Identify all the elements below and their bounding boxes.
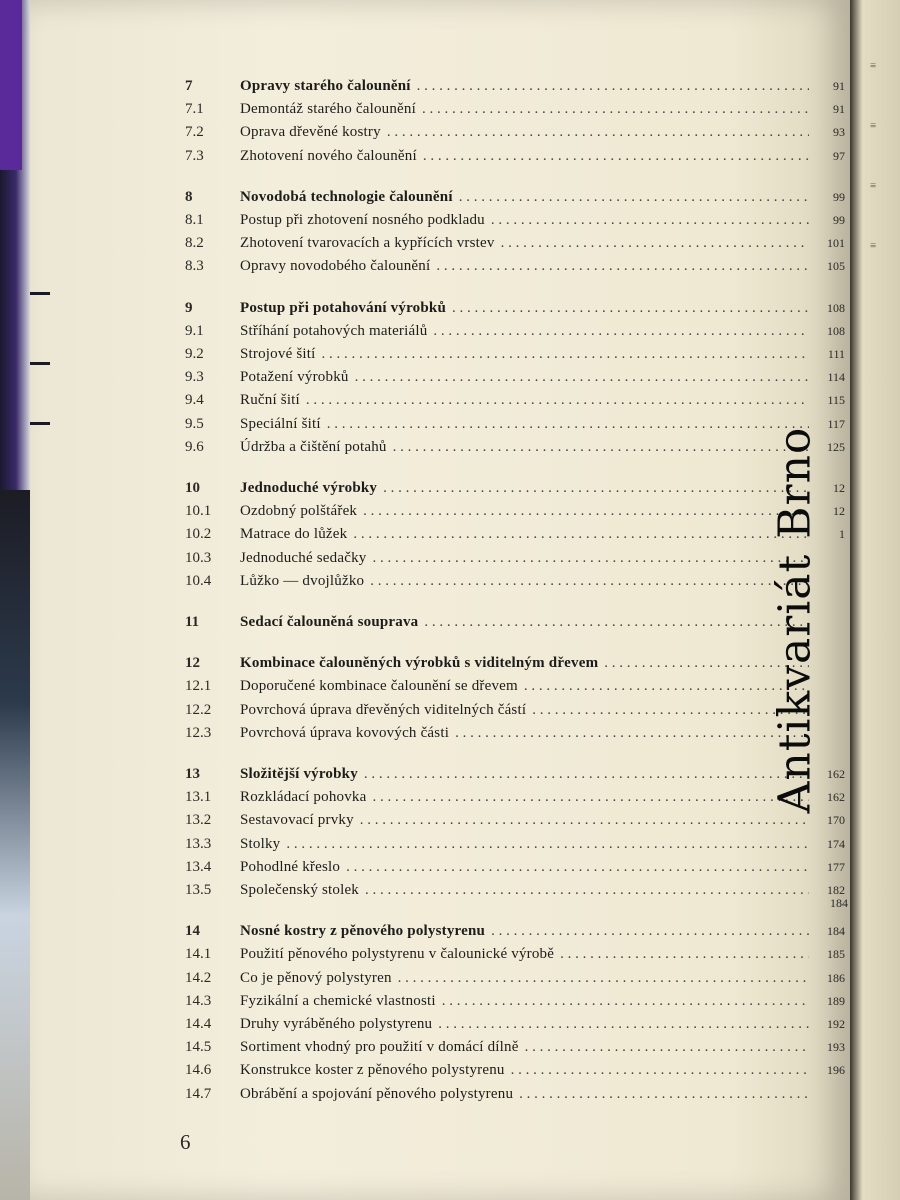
toc-number: 9.6 <box>185 438 204 455</box>
toc-leader-dots <box>372 789 809 806</box>
toc-number: 8 <box>185 188 193 205</box>
toc-number: 11 <box>185 614 200 630</box>
facing-page-edge <box>850 0 900 1200</box>
toc-page-number: 184 <box>827 924 845 939</box>
toc-title: Zhotovení tvarovacích a kypřících vrstev <box>240 235 495 252</box>
toc-leader-dots <box>393 439 809 456</box>
toc-section-row <box>185 882 845 904</box>
toc-page-number: 162 <box>827 790 845 805</box>
toc-section-row <box>185 702 845 724</box>
toc-title: Pohodlné křeslo <box>240 858 341 875</box>
toc-leader-dots <box>511 1062 809 1079</box>
toc-leader-dots <box>322 346 809 363</box>
toc-section-row <box>185 859 845 881</box>
toc-title: Nosné kostry z pěnového polystyrenu <box>240 923 486 940</box>
toc-number: 10.3 <box>185 549 212 566</box>
book-page <box>30 0 850 1200</box>
toc-number: 9.1 <box>185 322 204 339</box>
toc-leader-dots <box>363 503 809 520</box>
toc-page-number: 99 <box>833 213 845 227</box>
toc-page-number: 115 <box>827 393 845 408</box>
toc-title: Společenský stolek <box>240 882 360 898</box>
toc-page-number: 91 <box>833 102 845 117</box>
toc-chapter-row <box>185 923 845 945</box>
toc-page-number: 1 <box>839 527 845 542</box>
toc-leader-dots <box>519 1086 809 1103</box>
toc-page-number: 99 <box>833 189 845 204</box>
toc-leader-dots <box>525 1039 809 1056</box>
toc-title: Konstrukce koster z pěnového polystyrenu <box>240 1062 505 1079</box>
toc-number: 10 <box>185 480 200 496</box>
toc-title: Jednoduché sedačky <box>240 549 367 566</box>
toc-chapter-row <box>185 480 845 502</box>
toc-number: 10.4 <box>185 572 212 589</box>
toc-page-number: 111 <box>827 347 845 361</box>
toc-section-row <box>185 369 845 391</box>
toc-leader-dots <box>370 573 809 590</box>
toc-number: 13.4 <box>185 858 212 875</box>
toc-number: 7 <box>185 78 193 94</box>
toc-leader-dots <box>422 101 809 118</box>
toc-section-row <box>185 124 845 146</box>
table-of-contents <box>30 0 850 1200</box>
toc-number: 14.2 <box>185 969 212 986</box>
toc-title: Speciální šití <box>240 415 321 432</box>
toc-section-row <box>185 970 845 992</box>
toc-leader-dots <box>417 78 809 95</box>
toc-page-number: 91 <box>833 79 845 93</box>
toc-title: Použití pěnového polystyrenu v čalounické výrobě <box>240 946 555 963</box>
toc-title: Sedací čalouněná souprava <box>240 614 419 630</box>
toc-section-row <box>185 212 845 234</box>
toc-title: Novodobá technologie čalounění <box>240 188 453 205</box>
toc-page-number: 93 <box>833 125 845 140</box>
toc-page-number: 101 <box>827 236 845 251</box>
toc-leader-dots <box>423 148 809 165</box>
toc-leader-dots <box>387 124 809 141</box>
toc-page-number: 170 <box>827 813 845 828</box>
toc-leader-dots <box>398 970 809 987</box>
toc-leader-dots <box>383 480 809 497</box>
toc-page-number: 114 <box>827 370 845 385</box>
stray-page-number: 184 <box>830 896 848 910</box>
toc-number: 9.5 <box>185 415 204 432</box>
toc-number: 12.2 <box>185 701 212 718</box>
toc-title: Oprava dřevěné kostry <box>240 124 381 141</box>
toc-section-row <box>185 503 845 525</box>
cover-purple-strip <box>0 0 22 170</box>
toc-title: Fyzikální a chemické vlastnosti <box>240 992 436 1009</box>
toc-number: 10.2 <box>185 526 212 543</box>
toc-section-row <box>185 550 845 572</box>
toc-number: 8.2 <box>185 235 204 252</box>
toc-section-row <box>185 573 845 595</box>
toc-number: 10.1 <box>185 503 212 520</box>
toc-leader-dots <box>491 923 809 940</box>
toc-number: 14.6 <box>185 1062 212 1079</box>
toc-title: Co je pěnový polystyren <box>240 969 392 986</box>
toc-section-row <box>185 235 845 257</box>
toc-section-row <box>185 1086 845 1108</box>
facing-page-marks: ≡ <box>870 120 877 132</box>
toc-number: 13 <box>185 766 200 782</box>
toc-leader-dots <box>501 235 809 252</box>
toc-section-row <box>185 836 845 858</box>
toc-page-number: 189 <box>827 993 845 1008</box>
toc-number: 14.7 <box>185 1085 212 1102</box>
toc-page-number: 186 <box>827 970 845 985</box>
toc-page-number: 12 <box>833 481 845 495</box>
toc-section-row <box>185 946 845 968</box>
toc-title: Kombinace čalouněných výrobků s viditelným dřevem <box>240 655 599 672</box>
toc-chapter-row <box>185 766 845 788</box>
toc-number: 14.5 <box>185 1039 212 1056</box>
toc-title: Stolky <box>240 835 281 852</box>
toc-number: 7.3 <box>185 147 204 164</box>
toc-number: 13.3 <box>185 835 212 852</box>
toc-number: 8.1 <box>185 212 204 228</box>
toc-chapter-row <box>185 189 845 211</box>
toc-leader-dots <box>360 812 809 829</box>
toc-leader-dots <box>365 882 809 899</box>
toc-number: 14.1 <box>185 946 212 963</box>
toc-chapter-row <box>185 614 845 636</box>
toc-section-row <box>185 725 845 747</box>
toc-title: Sestavovací prvky <box>240 812 354 829</box>
toc-number: 9.2 <box>185 346 204 362</box>
toc-section-row <box>185 323 845 345</box>
toc-title: Druhy vyráběného polystyrenu <box>240 1016 433 1032</box>
toc-section-row <box>185 416 845 438</box>
toc-title: Opravy starého čalounění <box>240 78 411 94</box>
toc-leader-dots <box>286 836 809 853</box>
toc-title: Doporučené kombinace čalounění se dřevem <box>240 678 518 695</box>
toc-leader-dots <box>306 392 809 409</box>
toc-title: Matrace do lůžek <box>240 526 348 543</box>
toc-number: 13.5 <box>185 882 212 898</box>
toc-section-row <box>185 148 845 170</box>
toc-section-row <box>185 1039 845 1061</box>
toc-page-number: 174 <box>827 836 845 851</box>
toc-number: 12 <box>185 655 200 672</box>
toc-title: Rozkládací pohovka <box>240 789 367 806</box>
toc-page-number: 177 <box>827 859 845 874</box>
toc-title: Zhotovení nového čalounění <box>240 147 417 164</box>
toc-title: Ruční šití <box>240 392 300 409</box>
toc-title: Potažení výrobků <box>240 369 349 386</box>
toc-title: Demontáž starého čalounění <box>240 101 416 118</box>
toc-title: Povrchová úprava kovových části <box>240 724 450 741</box>
toc-title: Sortiment vhodný pro použití v domácí dílně <box>240 1039 519 1056</box>
toc-leader-dots <box>438 1016 809 1033</box>
toc-number: 7.1 <box>185 101 204 118</box>
toc-leader-dots <box>459 189 809 206</box>
toc-section-row <box>185 678 845 700</box>
toc-leader-dots <box>491 212 809 229</box>
toc-leader-dots <box>442 993 809 1010</box>
page-folio: 6 <box>180 1130 191 1154</box>
toc-number: 14.4 <box>185 1016 212 1032</box>
toc-title: Strojové šití <box>240 346 316 362</box>
facing-page-marks: ≡ <box>870 240 877 252</box>
toc-chapter-row <box>185 300 845 322</box>
toc-leader-dots <box>364 766 809 783</box>
facing-page-marks: ≡ <box>870 60 877 72</box>
toc-leader-dots <box>346 859 809 876</box>
toc-number: 13.1 <box>185 789 212 806</box>
toc-section-row <box>185 993 845 1015</box>
toc-page-number: 192 <box>827 1017 845 1031</box>
stamp-text: Antikvariát Brno <box>769 426 821 814</box>
toc-section-row <box>185 1016 845 1038</box>
toc-section-row <box>185 1062 845 1084</box>
toc-section-row <box>185 526 845 548</box>
toc-number: 14 <box>185 923 200 940</box>
toc-title: Údržba a čištění potahů <box>240 438 387 455</box>
toc-page-number: 193 <box>827 1040 845 1055</box>
toc-leader-dots <box>327 416 809 433</box>
toc-page-number: 182 <box>827 883 845 897</box>
toc-leader-dots <box>560 946 809 963</box>
toc-number: 7.2 <box>185 124 204 141</box>
toc-title: Stříhání potahových materiálů <box>240 322 428 339</box>
toc-page-number: 185 <box>827 947 845 962</box>
toc-page-number: 97 <box>833 148 845 163</box>
toc-title: Postup při zhotovení nosného podkladu <box>240 212 485 228</box>
toc-number: 14.3 <box>185 992 212 1009</box>
toc-leader-dots <box>353 526 809 543</box>
toc-title: Lůžko — dvojlůžko <box>240 572 365 589</box>
toc-leader-dots <box>452 300 809 317</box>
toc-number: 8.3 <box>185 258 204 275</box>
facing-page-marks: ≡ <box>870 180 877 192</box>
toc-chapter-row <box>185 655 845 677</box>
toc-page-number: 196 <box>827 1063 845 1078</box>
toc-title: Povrchová úprava dřevěných viditelných částí <box>240 701 527 718</box>
toc-page-number: 125 <box>827 439 845 454</box>
toc-page-number: 117 <box>827 416 845 431</box>
toc-section-row <box>185 439 845 461</box>
toc-number: 12.3 <box>185 724 212 741</box>
toc-section-row <box>185 258 845 280</box>
toc-leader-dots <box>436 258 809 275</box>
toc-leader-dots <box>372 550 809 567</box>
toc-page-number: 12 <box>833 504 845 519</box>
toc-title: Ozdobný polštářek <box>240 503 358 520</box>
toc-title: Obrábění a spojování pěnového polystyrenu <box>240 1085 514 1102</box>
toc-number: 9 <box>185 299 193 316</box>
toc-page-number: 108 <box>827 300 845 315</box>
toc-number: 9.3 <box>185 369 204 386</box>
toc-page-number: 108 <box>827 323 845 338</box>
toc-title: Složitější výrobky <box>240 766 358 782</box>
toc-number: 12.1 <box>185 678 212 695</box>
toc-number: 9.4 <box>185 392 204 409</box>
toc-section-row <box>185 101 845 123</box>
toc-page-number: 162 <box>827 767 845 781</box>
toc-leader-dots <box>355 369 809 386</box>
toc-leader-dots <box>433 323 809 340</box>
toc-title: Jednoduché výrobky <box>240 480 378 496</box>
toc-chapter-row <box>185 78 845 100</box>
toc-section-row <box>185 812 845 834</box>
toc-section-row <box>185 392 845 414</box>
toc-number: 13.2 <box>185 812 212 829</box>
toc-section-row <box>185 789 845 811</box>
toc-title: Postup při potahování výrobků <box>240 299 447 316</box>
toc-page-number: 105 <box>827 259 845 274</box>
toc-section-row <box>185 346 845 368</box>
toc-title: Opravy novodobého čalounění <box>240 258 431 275</box>
